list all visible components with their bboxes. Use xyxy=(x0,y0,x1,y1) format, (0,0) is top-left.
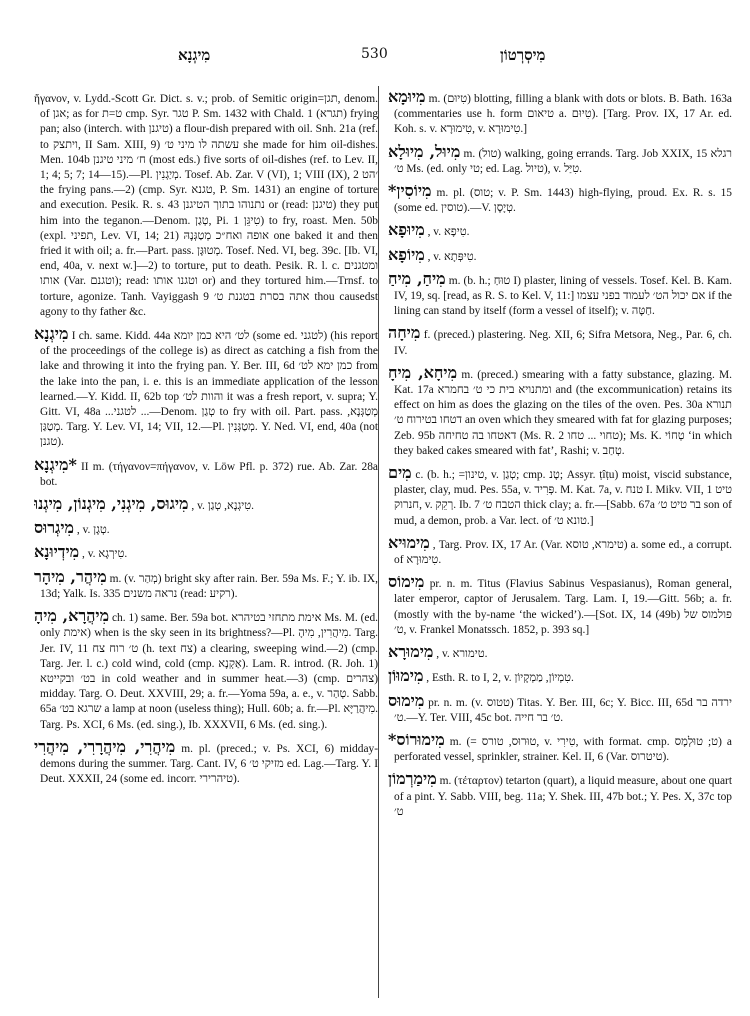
entry-headword: מִימוּרוֹס* xyxy=(388,729,445,749)
entry-headword: מִימוּיא xyxy=(388,532,430,552)
entry-definition: pr. n. m. (v. טטוס) Titas. Y. Ber. III, 6c; Y. Bicc. III, 65d ירדה בר ט׳.—Y. Ter. VIII, 45c bot. ט׳ בר חייה. xyxy=(394,696,732,724)
entry-definition: ch. 1) same. Ber. 59a bot. אימת מתחזי בטיהרא Ms. M. (ed. only אימת) when is the sky seen in its brightness?—Pl. מִיהֲרִין, מִיהָ. Targ. Jer. IV, 11 ט׳ רוח צח (h. text צח) a clearing, sweeping wind.—2) (cmp. Targ. Jer. l. c.) cold wind, cold (cmp. אַקְנָא). Lam. R. introd. (R. Joh. 1) בט׳ ובקייטא in cold weather and in summer heat.—3) (cmp. צהרים) midday. Targ. O. Deut. XXVIII, 29; a. fr.—Yoma 59a, a. e., v. טְהַר. Sabb. 65a שרגא בט׳ a lamp at noon (useless thing); Hull. 60b; a. fr.—Pl. מִיהֲרַיָּא. Targ. Ps. XCI, 6 Ms. (ed. sing.), Ib. XXXVII, 6 Ms. (ed. sing.). xyxy=(40,612,378,731)
dictionary-entry xyxy=(388,324,732,358)
entry-headword: מִימוּרָא xyxy=(388,642,434,662)
dictionary-entry xyxy=(388,464,732,529)
dictionary-entry xyxy=(388,731,732,765)
dictionary-entry xyxy=(388,270,732,320)
dictionary-entry xyxy=(388,221,732,240)
entry-headword: מִיוֹסִין* xyxy=(388,181,432,201)
entry-headword: מִיוּפָא xyxy=(388,220,425,240)
entry-definition: II m. (τήγανον=πήγανον, v. Löw Pfl. p. 372) rue. Ab. Zar. 28a bot. xyxy=(40,460,378,488)
entry-definition: c. (b. h.; =טינון, v. טְגַן; cmp. טָנ; Assyr. ṭîṭu) moist, viscid substance, plaster, clay, mud. Pes. 55a, v. פְּרִיד. M. Kat. 7a, v. טנח I. Mikv. VII, 1 טיט חנרוק, v. רְקֵק. Ib. 7 הטבח ט׳ thick clay; a. fr.—[Sabb. 67a בר טיט ט׳ son of mud, a demon, prob. a Var. lect. of טונא ט׳.] xyxy=(394,469,732,527)
dictionary-entry xyxy=(388,534,732,568)
entry-definition: m. pl. (טוס; v. P. Sm. 1443) high-flying, proud. Ex. R. s. 15 (some ed. טוסין).—V. טְיָסָן. xyxy=(394,187,732,215)
entry-definition: I ch. same. Kidd. 44a לט׳ היא כמן יומא (some ed. לטגני) (his report of the proceedings of the college is) as direct as catching a fish from the lake and throwing it into the frying pan. Y. Ber. III, 6d כמן ימא לט׳ from the lake into the pan, i. e. this is an immediate application of the lesson learned.—Y. Kidd. II, 62b top והוות לט׳ it was a fresh report, v. supra; Y. Gitt. VI, 48a ...לטגני ...—Denom. טְגַן to fry with oil. Part. pass. מְטַגְּנָא, מְטַגַּן. Targ. Y. Lev. VI, 14; VII, 12.—Pl. מְטַגְּנִין. Y. Ned. VI, end, 40a (not טגנן). xyxy=(40,330,378,449)
column-divider xyxy=(378,86,379,998)
entry-headword: מִיחַ, מִיחַ xyxy=(388,268,446,288)
entry-headword: מִיגוּס, מִיגְנִי, מִיגְנוֹן, מִיגְנוּ xyxy=(34,494,189,514)
dictionary-entry xyxy=(388,573,732,638)
entry-definition: m. (τέταρτον) tetarton (quart), a liquid measure, about one quart of a pint. Y. Sabb. VIII, beg. 11a; Y. Shek. III, 47b bot.; Y. Pes. X, 37c top ט׳ xyxy=(394,775,732,818)
entry-headword: *מִיגְנָא xyxy=(34,454,77,474)
entry-headword: מִיחָא, מִיחָ xyxy=(388,362,458,382)
left-column xyxy=(34,88,378,998)
entry-headword: מִיגְרוּס xyxy=(34,518,75,538)
entry-headword: מִיוֹפָא xyxy=(388,244,425,264)
entry-definition: , v. טימורא. xyxy=(436,648,488,661)
entry-definition: m. (= טוּרוּס, טורס, v. טִירִי, with format. cmp. ט; טוּלְמָס) a perforated vessel, sprinkler, strainer. Kel. II, 6 (Var. טיטרוס). xyxy=(394,735,732,764)
entry-definition: m. (טִיוּם) blotting, filling a blank with dots or blots. B. Bath. 163a (commentaries use h. form טיאום a. טִיוּם). [Targ. Prov. IX, 17 Ar. ed. Koh. s. v. טִימוּרָא, v. טִימוּרָא.] xyxy=(394,93,732,136)
left-running-headword: מִיגְנָא xyxy=(178,46,211,64)
dictionary-entry xyxy=(34,88,378,320)
entry-headword: מִימוֹס xyxy=(388,572,425,592)
dictionary-entry xyxy=(34,519,378,538)
dictionary-entry xyxy=(388,364,732,459)
dictionary-entry xyxy=(388,770,732,820)
entry-headword: מִימוּס xyxy=(388,690,425,710)
dictionary-entry xyxy=(388,246,732,265)
entry-headword: מִיוּמָא xyxy=(388,88,426,106)
entry-definition: ἤγανον, v. Lydd.-Scott Gr. Dict. s. v.; prob. of Semitic origin=תגן, denom. of אגן; as for ט=ת cmp. Syr. טגר P. Sm. 1432 with Chald. תגרא) 1) frying pan; also (interch. with טיגנן) a flour-dish prepared with oil. Snh. 21a (ref. to ויתצק, II Sam. XIII, 9) עשתה לו מיני ט׳ she made for him oil-dishes. Men. 104b ח׳ מיני טיגנן (most eds.) five sorts of oil-dishes (ref. to Lev. II, 1; 4; 5; 7; 14—15).—Pl. מְיַגְנִין. Tosef. Ab. Zar. V (VI), 1; VIII (IX), 2 ׳הט the frying pans.—2) (cmp. Syr. טגנא, P. Sm. 1431) an engine of torture and execution. Pesik. R. s. 43 נתנוהו בתוך הטיגנן or (read: טיגנן) they put him into the teganon.—Denom. טְגַן, Pi. טִיגֵּן 1) to fry, roast. Men. 50b (expl. תפיני, Lev. VI, 14; 21) אופה ואח״כ מְטַגְּנָהּ one baked it and then fried it with oil; a. fr.—Part. pass. מְטוּגָּן. Tosef. Ned. VI, beg. 39c. [Ib. VI, end, 40a, v. next w.]—2) to torture, put to death. Pesik. R. l. c. ומטגנים אותו (Var. וטגנם); read: וטגנו אותו or) and they tortured him.—Trnsf. to torture, agonize. Tanh. Vayiggash 9 אתה בסרת בטגנת ט׳ thou causedst agony to thy father &c. xyxy=(34,93,378,318)
dictionary-entry xyxy=(34,543,378,562)
entry-definition: m. (b. h.; טוּחַ I) plaster, lining of vessels. Tosef. Kel. B. Kam. IV, 19, sq. [read, as R. S. to Kel. V, 11:] אם יכול הט׳ לעמוד בפני עצמו if the lining can stand by itself (form a vessel of itself); v. חַטָּה. xyxy=(394,274,732,318)
dictionary-entry xyxy=(388,692,732,726)
running-head xyxy=(0,46,750,72)
dictionary-entry xyxy=(34,456,378,490)
entry-headword: מִיוּל, מִיוּלָא xyxy=(388,141,461,161)
entry-headword: מִיהֲרָא, מִיהָ xyxy=(34,606,110,626)
dictionary-entry xyxy=(34,568,378,602)
entry-definition: , v. טִיפְּתָא. xyxy=(427,250,477,263)
right-column xyxy=(388,88,732,998)
entry-definition: m. (טול) walking, going errands. Targ. Job XXIX, 15 רגלא ט׳ Ms. (ed. only טי; ed. Lag. טיול), v. טִיַּל. xyxy=(394,147,732,175)
entry-headword: מִים xyxy=(388,463,412,483)
entry-headword: מִיהֲרִי, מִיהֲרָרִי, מִיהֲרִי xyxy=(34,736,176,756)
entry-definition: f. (preced.) plastering. Neg. XII, 6; Sifra Metsora, Neg., Par. 6, ch. IV. xyxy=(394,329,732,357)
entry-definition: , v. טְגָן. xyxy=(76,524,110,537)
dictionary-entry xyxy=(388,143,732,177)
entry-headword: מִיגְנָא xyxy=(34,324,69,344)
dictionary-entry xyxy=(34,738,378,788)
entry-headword: מִימוּוֹן xyxy=(388,666,424,686)
entry-definition: m. (v. מְהַר) bright sky after rain. Ber. 59a Ms. F.; Y. ib. IX, 13d; Yalk. Is. 335 נראה משנים (read: רקיע). xyxy=(40,572,378,600)
entry-definition: pr. n. m. Titus (Flavius Sabinus Vespasianus), Roman general, later emperor, captor of Jerusalem. Targ. Lam. I, 19.—Gitt. 56b; a. fr. (mostly with the by-name ‘the wicked’).—[Sot. IX, 14 (49b) פולמוס של ט׳, v. Frankel Monatssch. 1852, p. 393 sq.] xyxy=(394,578,732,636)
page-number: 530 xyxy=(361,46,388,62)
dictionary-entry xyxy=(388,643,732,662)
dictionary-entry xyxy=(34,495,378,514)
right-running-headword: מִיסְרְטוֹן xyxy=(500,46,546,64)
entry-headword: מִימַרְמוֹן xyxy=(388,769,437,789)
dictionary-entry xyxy=(34,325,378,451)
entry-definition: , v. טִיפָא. xyxy=(427,226,470,239)
entry-headword: מִיהֲר, מִיהָר xyxy=(34,566,107,586)
entry-definition: m. pl. (preced.; v. Ps. XCI, 6) midday-demons during the summer. Targ. Cant. IV, 6 מזיקי ט׳ ed. Lag.—Targ. Y. I Deut. XXXII, 24 (some ed. incorr. טיהרירי). xyxy=(40,742,378,786)
dictionary-entry xyxy=(388,667,732,686)
dictionary-entry xyxy=(388,182,732,216)
dictionary-entry xyxy=(388,88,732,138)
entry-headword: מִידְיוּנָא xyxy=(34,542,80,562)
entry-definition: , Targ. Prov. IX, 17 Ar. (Var. טימרא, טוסא) a. some ed., a corrupt. of טִימוּרָא. xyxy=(394,538,732,567)
entry-definition: , v. טִירְגָא. xyxy=(82,548,128,561)
dictionary-entry xyxy=(34,607,378,733)
entry-definition: , Esth. R. to I, 2, v. טִמְיוֹן, מַמְקָיוֹן. xyxy=(426,672,574,685)
entry-headword: מִיחָה xyxy=(388,323,421,343)
entry-definition: , v. טִיגְנָא, טְגַן. xyxy=(191,500,255,513)
entry-definition: m. (preced.) smearing with a fatty substance, glazing. M. Kat. 17a ומתנויא בית כי ט׳ בחמרא and (the excommunication) retains its effect on him as does the glazing on the tiles of the oven. Pes. 30a תנורא דטחו בטירוח ט׳ an oven which they smeared with fat for glazing purposes; Zeb. 95b דאטחו בה טחיחה (Ms. R. 2 טחוי ... טחו); Ms. K. טְחוֹי ‘in which they baked cakes smeared with fat’, Rashi; v. טְחַב. xyxy=(394,368,732,457)
